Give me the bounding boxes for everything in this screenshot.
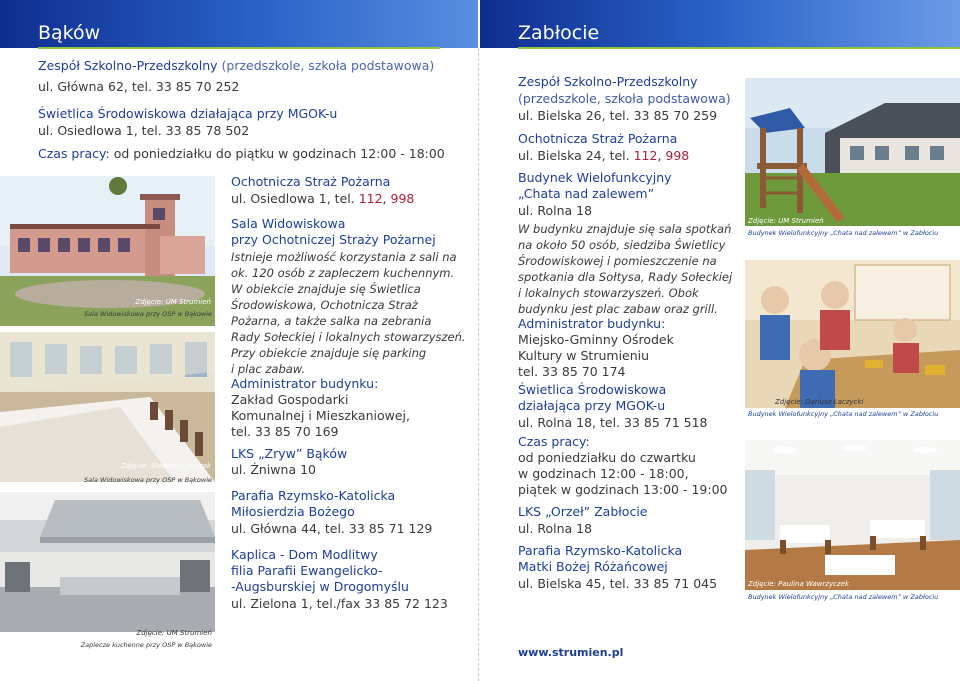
photo-credit: Zdjęcie: UM Strumień xyxy=(748,217,824,225)
admin-label: Administrator budynku: xyxy=(231,376,379,391)
sala-desc: i plac zabaw. xyxy=(231,362,306,376)
photo-caption: Sala Widowiskowa przy OSP w Bąkowie xyxy=(84,310,212,318)
hours-label: Czas pracy: xyxy=(518,434,590,449)
photo-chata-exterior xyxy=(745,78,960,226)
kaplica-address: ul. Zielona 1, tel./fax 33 85 72 123 xyxy=(231,596,448,611)
photo-credit: Zdjęcie: UM Strumień xyxy=(136,629,212,637)
photo-sala xyxy=(0,332,215,482)
parafia-name: Miłosierdzia Bożego xyxy=(231,504,355,519)
school-desc: (przedszkole, szkoła podstawowa) xyxy=(221,58,435,73)
children-activity-image xyxy=(745,260,960,408)
photo-caption: Budynek Wielofunkcyjny „Chata nad zalewem” w Zabłociu xyxy=(748,229,939,237)
admin-line: Komunalnej i Mieszkaniowej, xyxy=(231,408,410,423)
admin-line: tel. 33 85 70 169 xyxy=(231,424,339,439)
swietlica-name: Świetlica Środowiskowa xyxy=(518,382,667,397)
photo-credit: Zdjęcie: Sławomir Jurczak xyxy=(120,462,211,470)
lks-name: LKS „Orzeł” Zabłocie xyxy=(518,504,648,519)
emergency-number: 998 xyxy=(390,191,415,206)
admin-line: Zakład Gospodarki xyxy=(231,392,349,407)
osp-address xyxy=(231,191,414,207)
sala-name: przy Ochotniczej Straży Pożarnej xyxy=(231,232,436,247)
school-name: Zespół Szkolno-Przedszkolny xyxy=(518,74,698,89)
admin-line: Kultury w Strumieniu xyxy=(518,348,650,363)
page-title-right: Zabłocie xyxy=(518,22,600,44)
osp-name: Ochotnicza Straż Pożarna xyxy=(518,131,678,146)
swietlica-address: ul. Rolna 18, tel. 33 85 71 518 xyxy=(518,415,708,430)
sala-desc: Środowiskowa, Ochotnicza Straż xyxy=(231,298,418,312)
kaplica-name: Kaplica - Dom Modlitwy xyxy=(231,547,378,562)
sala-desc: W obiekcie znajduje się Świetlica xyxy=(231,282,421,296)
parafia-address: ul. Główna 44, tel. 33 85 71 129 xyxy=(231,521,433,536)
kitchen-image xyxy=(0,492,215,632)
budynek-desc: spotkania dla Sołtysa, Rady Sołeckiej xyxy=(518,270,733,284)
parafia-name: Parafia Rzymsko-Katolicka xyxy=(518,543,683,558)
emergency-number: 998 xyxy=(665,148,690,163)
osp-address-text: ul. Osiedlowa 1, tel. xyxy=(231,191,359,206)
sala-desc: ok. 120 osób z zapleczem kuchennym. xyxy=(231,266,455,280)
photo-chata-kids xyxy=(745,260,960,408)
sala-desc: Pożarna, a także salka na zebrania xyxy=(231,314,432,328)
photo-credit: Zdjęcie: Paulina Wawrzyczek xyxy=(748,580,850,588)
admin-line: Miejsko-Gminny Ośrodek xyxy=(518,332,674,347)
school-line xyxy=(38,58,434,74)
sala-name: Sala Widowiskowa xyxy=(231,216,346,231)
school-address: ul. Bielska 26, tel. 33 85 70 259 xyxy=(518,108,718,123)
swietlica-name: Świetlica Środowiskowa działająca przy MGOK-u xyxy=(38,106,338,121)
osp-address xyxy=(518,148,689,164)
hours-line: w godzinach 12:00 - 18:00, xyxy=(518,466,689,481)
admin-line: tel. 33 85 70 174 xyxy=(518,364,626,379)
title-underline-left xyxy=(38,47,440,49)
hall-interior-image xyxy=(745,440,960,590)
kaplica-name: -Augsburskiej w Drogomyślu xyxy=(231,579,409,594)
photo-credit: Zdjęcie: UM Strumień xyxy=(135,298,211,306)
photo-chata-hall xyxy=(745,440,960,590)
osp-address-text: ul. Bielska 24, tel. xyxy=(518,148,634,163)
page-title-left: Bąków xyxy=(38,22,101,44)
photo-caption: Sala Widowiskowa przy OSP w Bąkowie xyxy=(84,476,212,484)
photo-credit: Zdjęcie: Dariusz Łaczycki xyxy=(775,398,864,406)
emergency-number: 112 xyxy=(358,191,383,206)
budynek-desc: i lokalnych stowarzyszeń. Obok xyxy=(518,286,699,300)
kaplica-name: filia Parafii Ewangelicko- xyxy=(231,563,383,578)
lks-name: LKS „Zryw” Bąków xyxy=(231,446,348,461)
playground-building-image xyxy=(745,78,960,226)
hours-line xyxy=(38,146,445,162)
hours-value: od poniedziałku do piątku w godzinach 12:00 - 18:00 xyxy=(113,146,445,161)
sala-desc: Rady Sołeckiej i lokalnych stowarzyszeń. xyxy=(231,330,466,344)
budynek-desc: W budynku znajduje się sala spotkań xyxy=(518,222,732,236)
photo-kuchnia xyxy=(0,492,215,632)
budynek-name: Budynek Wielofunkcyjny xyxy=(518,170,672,185)
school-desc: (przedszkole, szkoła podstawowa) xyxy=(518,91,731,106)
photo-caption: Budynek Wielofunkcyjny „Chata nad zalewem” w Zabłociu xyxy=(748,593,939,601)
number-separator: , xyxy=(657,148,666,163)
sala-desc: Przy obiekcie znajduje się parking xyxy=(231,346,427,360)
emergency-number: 112 xyxy=(633,148,658,163)
photo-osp-building xyxy=(0,176,215,326)
hours-line: piątek w godzinach 13:00 - 19:00 xyxy=(518,482,728,497)
website-link[interactable]: www.strumien.pl xyxy=(518,646,624,659)
swietlica-name: działająca przy MGOK-u xyxy=(518,398,666,413)
budynek-desc: Środowiskowej i pomieszczenie na xyxy=(518,254,717,268)
admin-label: Administrator budynku: xyxy=(518,316,666,331)
hall-interior-image xyxy=(0,332,215,482)
parafia-name: Parafia Rzymsko-Katolicka xyxy=(231,488,396,503)
number-separator: , xyxy=(382,191,391,206)
school-address: ul. Główna 62, tel. 33 85 70 252 xyxy=(38,79,240,94)
hours-label: Czas pracy: xyxy=(38,146,110,161)
title-underline-right xyxy=(518,47,960,49)
budynek-desc: budynku jest plac zabaw oraz grill. xyxy=(518,302,718,316)
parafia-address: ul. Bielska 45, tel. 33 85 71 045 xyxy=(518,576,718,591)
sala-desc: Istnieje możliwość korzystania z sali na xyxy=(231,250,457,264)
school-name: Zespół Szkolno-Przedszkolny xyxy=(38,58,218,73)
swietlica-address: ul. Osiedlowa 1, tel. 33 85 78 502 xyxy=(38,123,250,138)
osp-name: Ochotnicza Straż Pożarna xyxy=(231,174,391,189)
hours-line: od poniedziałku do czwartku xyxy=(518,450,696,465)
budynek-desc: na około 50 osób, siedziba Świetlicy xyxy=(518,238,726,252)
lks-address: ul. Rolna 18 xyxy=(518,521,593,536)
budynek-name: „Chata nad zalewem” xyxy=(518,186,655,201)
photo-caption: Budynek Wielofunkcyjny „Chata nad zalewem” w Zabłociu xyxy=(748,410,939,418)
lks-address: ul. Żniwna 10 xyxy=(231,462,316,477)
page-divider xyxy=(478,48,480,681)
photo-caption: Zaplecze kuchenne przy OSP w Bąkowie xyxy=(80,641,212,649)
budynek-address: ul. Rolna 18 xyxy=(518,203,593,218)
parafia-name: Matki Bożej Różańcowej xyxy=(518,559,668,574)
